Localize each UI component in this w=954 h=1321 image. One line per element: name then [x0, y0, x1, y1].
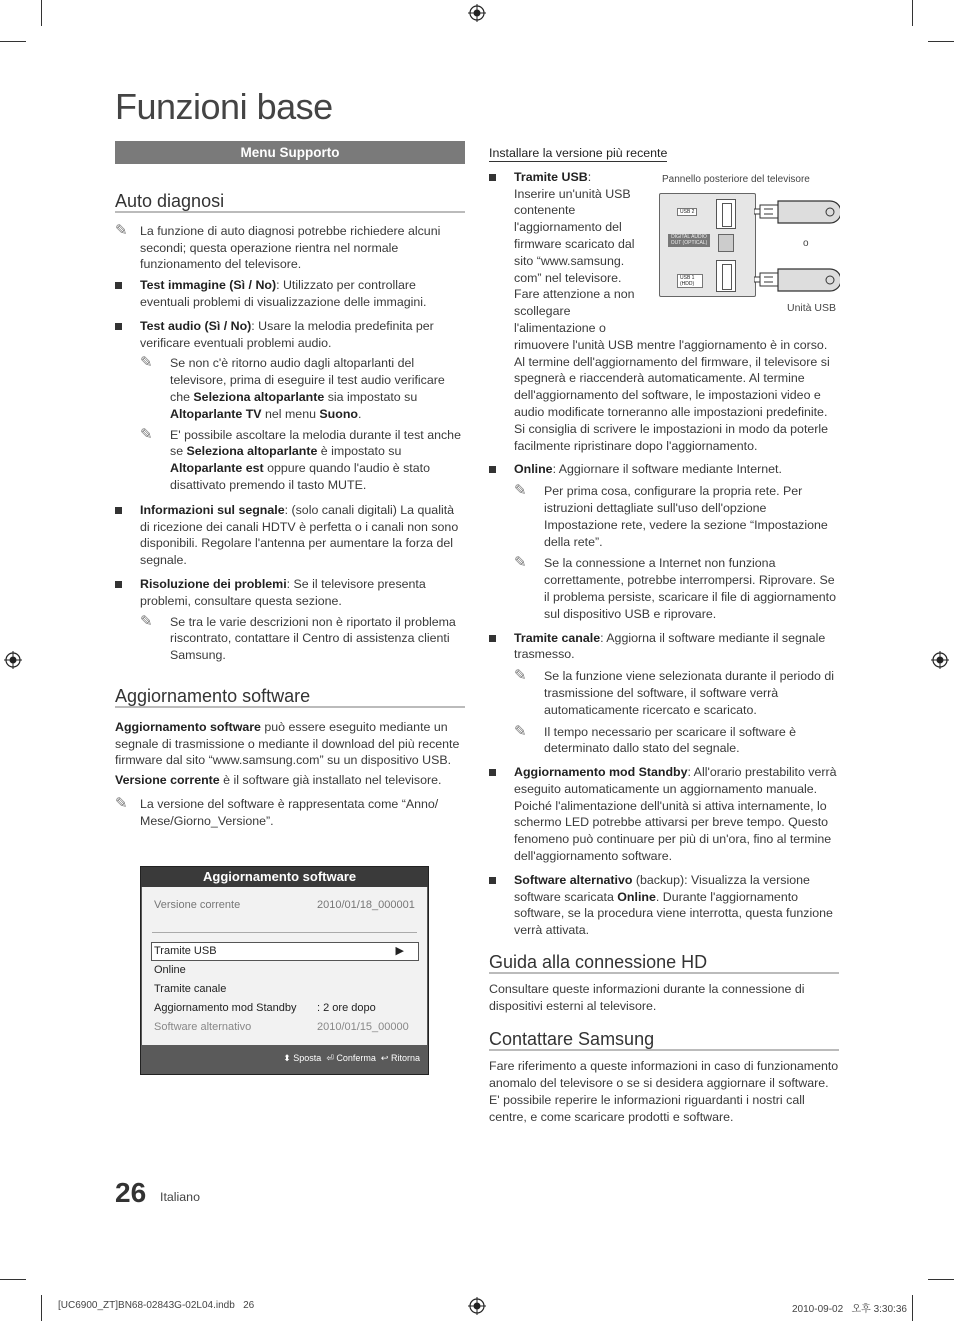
diagram-top-label: Pannello posteriore del televisore	[662, 174, 810, 185]
page-title: Funzioni base	[115, 86, 333, 127]
return-icon: ↩	[380, 1053, 389, 1063]
note: ✎ E' possibile ascoltare la melodia durante il test anche se Seleziona altoparlante è impostato su Altoparlante est oppure quando l'audio è stato disattivato premendo il tasto MUTE.	[140, 425, 461, 492]
paragraph: Consultare queste informazioni durante la connessione di dispositivi esterni al televisore.	[489, 981, 805, 1013]
osd-item-tramite-usb[interactable]: Tramite USB ▶	[151, 942, 419, 961]
osd-item-standby[interactable]: Aggiornamento mod Standby : 2 ore dopo	[154, 1002, 376, 1014]
crop-mark	[41, 0, 42, 26]
pencil-note-icon: ✎	[140, 425, 153, 443]
crop-mark	[912, 0, 913, 26]
usb-drive-icon	[754, 198, 840, 226]
list-item: Software alternativo (backup): Visualizza la versione software scaricata Online. Durante l'aggiornamento software, se la procedura viene interrotta, questa funzione verrà attivata.	[489, 872, 839, 939]
bullet-icon	[115, 507, 122, 514]
osd-title: Aggiornamento software	[141, 867, 428, 887]
or-label: o	[803, 238, 809, 249]
list-item: Online: Aggiornare il software mediante Internet.	[489, 461, 839, 478]
list-item: Informazioni sul segnale: (solo canali digitali) La qualità di ricezione dei canali HDTV è perfetta o i canali non sono disponibili. Regolare l'antenna per aumentare la forza del segnale.	[115, 502, 465, 569]
crop-mark	[928, 41, 954, 42]
optical-label: DIGITAL AUDIO OUT (OPTICAL)	[668, 234, 710, 247]
auto-diagnosi-heading: Auto diagnosi	[115, 193, 465, 213]
pencil-note-icon: ✎	[514, 554, 527, 572]
pencil-note-icon: ✎	[115, 221, 128, 239]
play-arrow-icon: ▶	[395, 945, 404, 957]
bullet-icon	[489, 466, 496, 473]
page-language: Italiano	[160, 1190, 200, 1204]
pencil-note-icon: ✎	[140, 612, 153, 630]
bullet-icon	[489, 769, 496, 776]
osd-item-alternativo[interactable]: Software alternativo 2010/01/15_00000	[154, 1021, 409, 1033]
note: ✎ Se la funzione viene selezionata durante il periodo di trasmissione del software, il software verrà automaticamente ricercato e scaricato.	[514, 667, 835, 717]
paragraph: Aggiornamento software può essere eseguito mediante un segnale di trasmissione o mediante il download del più recente firmware dal sito “www.samsung.com” su un dispositivo USB.	[115, 719, 460, 768]
pencil-note-icon: ✎	[514, 667, 527, 685]
list-item: Test immagine (Sì / No): Utilizzato per controllare eventuali problemi di visualizzazione delle immagini.	[115, 277, 465, 311]
diagram-bottom-label: Unità USB	[787, 302, 837, 314]
usb-rest-text: rimuovere l'unità USB mentre l'aggiornamento è in corso. Al termine dell'aggiornamento del firmware, il televisore si spegnerà e riaccenderà automaticamente. Al termine dell'aggiornamento del software, le impostazioni video e audio modificate torneranno alle impostazioni predefinite. Si consiglia di scrivere le impostazioni in modo da poterle facilmente ripristinare dopo l'aggiornamento.	[514, 337, 830, 453]
note: ✎ Per prima cosa, configurare la propria rete. Per istruzioni dettagliate sull'uso dell'opzione Impostazione rete, vedere la sezione “Impostazione della rete”.	[514, 482, 828, 549]
page-number: 26	[115, 1177, 147, 1208]
list-item: Aggiornamento mod Standby: All'orario prestabilito verrà eseguito automaticamente un aggiornamento manuale. Poiché l'alimentazione dell'unità si attiva internamente, lo schermo LED potrebbe attivarsi per breve tempo. Questo fenomeno può continuare per più di un'ora, fino al termine dell'aggiornamento software.	[489, 764, 839, 865]
crop-mark	[0, 41, 26, 42]
updown-arrow-icon: ⬍	[283, 1053, 291, 1063]
left-column	[115, 141, 465, 830]
list-item: Risoluzione dei problemi: Se il televisore presenta problemi, consultare questa sezione.	[115, 576, 465, 610]
pencil-note-icon: ✎	[514, 482, 527, 500]
osd-item-tramite-canale[interactable]: Tramite canale	[154, 983, 227, 995]
guida-hd-heading: Guida alla connessione HD	[489, 954, 839, 974]
pencil-note-icon: ✎	[514, 722, 527, 740]
registration-mark-icon	[4, 651, 22, 669]
enter-icon: ⏎	[326, 1053, 334, 1063]
osd-body	[142, 887, 427, 1045]
usb1-label: USB 1 (HDD)	[677, 274, 703, 288]
bullet-icon	[489, 635, 496, 642]
crop-mark	[928, 1279, 954, 1280]
menu-supporto-bar: Menu Supporto	[115, 141, 465, 164]
tv-rear-panel	[659, 193, 756, 297]
paragraph: Fare riferimento a queste informazioni in caso di funzionamento anomalo del televisore o se si desidera aggiornare il software. E' possibile reperire le informazioni riguardanti i nostri call centre, e come scaricare prodotti e software.	[489, 1059, 839, 1124]
bullet-icon	[115, 282, 122, 289]
registration-mark-icon	[468, 1297, 486, 1315]
osd-screen	[140, 866, 429, 1075]
osd-footer: ⬍ Sposta ⏎ Conferma ↩ Ritorna	[283, 1053, 420, 1063]
list-item: Test audio (Sì / No): Usare la melodia predefinita per verificare eventuali problemi audio.	[115, 318, 465, 352]
usb-wrap-text: Tramite USB: Inserire un'unità USB contenente l'aggiornamento del firmware scaricato dal sito “www.samsung. com” nel televisore. Fare attenzione a non scollegare l'alimentazione o	[514, 169, 635, 335]
crop-mark	[0, 1279, 26, 1280]
note: ✎ Se tra le varie descrizioni non è riportato il problema riscontrato, contattare il Centro di assistenza clienti Samsung.	[140, 612, 456, 663]
usb2-label: USB 2	[677, 208, 697, 216]
registration-mark-icon	[468, 4, 486, 22]
crop-mark	[41, 1295, 42, 1321]
footer-file: [UC6900_ZT]BN68-02843G-02L04.indb 26	[58, 1300, 255, 1311]
install-heading: Installare la versione più recente	[489, 146, 668, 160]
optical-port-icon	[718, 234, 734, 252]
note: ✎ Se la connessione a Internet non funziona correttamente, potrebbe interrompersi. Riprovare. Se il problema persiste, scaricare il file di aggiornamento sul dispositivo USB e riprovare.	[514, 554, 837, 621]
bullet-icon	[489, 174, 496, 181]
bullet-icon	[489, 877, 496, 884]
osd-current-version: Versione corrente 2010/01/18_000001	[154, 899, 415, 911]
osd-item-online[interactable]: Online	[154, 964, 186, 976]
pencil-note-icon: ✎	[115, 794, 128, 812]
crop-mark	[912, 1295, 913, 1321]
registration-mark-icon	[931, 651, 949, 669]
bullet-icon	[115, 581, 122, 588]
list-item: Tramite canale: Aggiorna il software mediante il segnale trasmesso.	[489, 630, 839, 664]
bullet-icon	[115, 323, 122, 330]
paragraph: Versione corrente è il software già installato nel televisore.	[115, 773, 442, 788]
usb-drive-icon	[754, 266, 840, 294]
pencil-note-icon: ✎	[140, 354, 153, 372]
note: ✎ Il tempo necessario per scaricare il software è determinato dallo stato del segnale.	[514, 722, 797, 756]
contattare-samsung-heading: Contattare Samsung	[489, 1031, 839, 1051]
aggiornamento-software-heading: Aggiornamento software	[115, 688, 465, 708]
note: ✎ La versione del software è rappresentata come “Anno/ Mese/Giorno_Versione”.	[115, 794, 439, 828]
usb-port-icon	[716, 260, 736, 292]
usb-port-icon	[716, 199, 736, 229]
note: ✎ La funzione di auto diagnosi potrebbe richiedere alcuni secondi; questa operazione rientra nel normale funzionamento del televisore.	[115, 221, 441, 272]
footer-date: 2010-09-02 오후 3:30:36	[792, 1304, 907, 1315]
osd-divider	[152, 932, 417, 933]
note: ✎ Se non c'è ritorno audio dagli altoparlanti del televisore, prima di eseguire il test audio verificare che Seleziona altoparlante sia impostato su Altoparlante TV nel menu Suono.	[140, 354, 445, 421]
